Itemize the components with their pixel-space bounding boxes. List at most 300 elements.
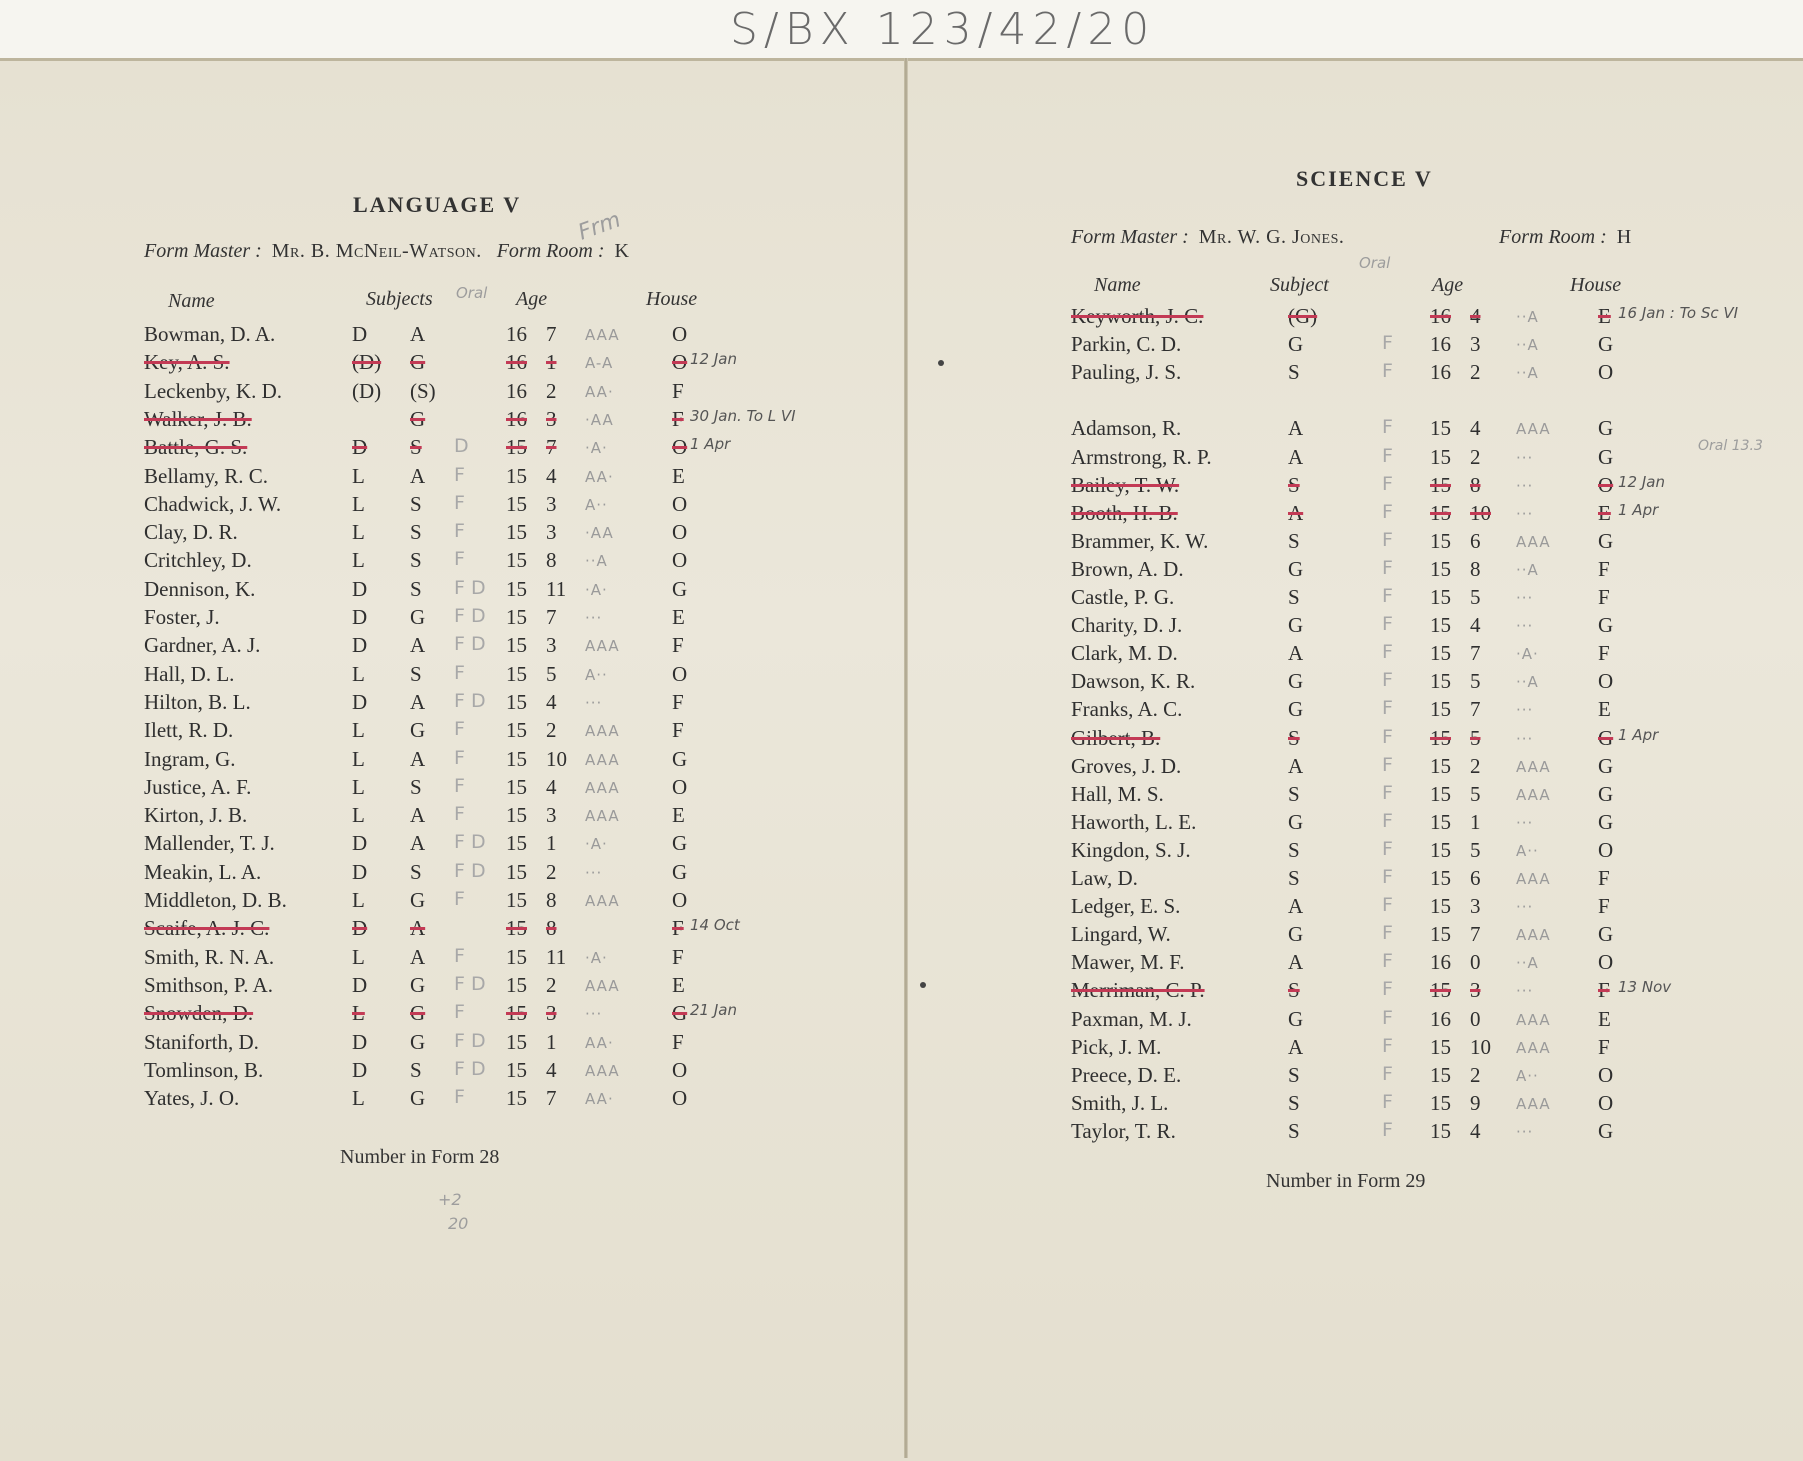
- age-years: 15: [1430, 922, 1451, 947]
- subject-2: G: [410, 605, 426, 629]
- pencil-mark: F: [1382, 360, 1393, 383]
- pencil-mark: F: [1382, 725, 1393, 748]
- withdrawal-note: 1 Apr: [1618, 500, 1659, 519]
- age-years: 15: [1430, 641, 1451, 666]
- student-row: [908, 360, 1788, 390]
- subject-1: D: [352, 435, 368, 460]
- student-row: [908, 1007, 1788, 1037]
- student-row: [908, 1119, 1788, 1149]
- age-years: 16: [506, 406, 527, 431]
- pencil-mark: F: [1382, 697, 1393, 720]
- house: O: [1598, 950, 1614, 975]
- age-months: 1: [546, 350, 557, 375]
- house: F: [1598, 1034, 1610, 1059]
- age-months: 3: [546, 491, 557, 516]
- student-row: [908, 1063, 1788, 1093]
- pencil-mark: F D: [454, 689, 486, 712]
- student-name: Battle, G. S.: [144, 435, 248, 460]
- student-name: Brammer, K. W.: [1071, 528, 1209, 553]
- house: O: [1598, 360, 1614, 385]
- subject-1: L: [352, 491, 365, 516]
- header-subject: Subject: [1270, 274, 1329, 296]
- grades: ···: [1516, 1122, 1534, 1141]
- withdrawal-note: 1 Apr: [690, 435, 731, 454]
- grades: ··A: [1516, 308, 1539, 326]
- house: O: [672, 435, 688, 460]
- age-months: 8: [1470, 556, 1481, 581]
- house: E: [672, 605, 685, 629]
- pencil-mark: F D: [454, 576, 486, 599]
- grades: ···: [1516, 448, 1534, 467]
- age-years: 15: [1430, 697, 1451, 722]
- grades: AA·: [585, 1033, 614, 1052]
- student-row: [908, 445, 1788, 475]
- subject-1: D: [352, 1029, 368, 1054]
- pencil-mark: F: [1382, 1090, 1393, 1113]
- grades: ···: [585, 693, 603, 712]
- left-page: [0, 58, 904, 1458]
- student-name: Foster, J.: [144, 605, 220, 629]
- student-row: [908, 473, 1788, 503]
- subject-2: G: [410, 1086, 426, 1111]
- student-row: [0, 520, 880, 550]
- subject-2: A: [410, 831, 426, 856]
- grades: ··A: [1516, 560, 1539, 579]
- age-years: 15: [506, 1001, 527, 1026]
- age-months: 3: [1470, 332, 1481, 357]
- header-subjects: Subjects: [366, 288, 433, 310]
- header-name: Name: [1094, 274, 1141, 296]
- age-months: 5: [1470, 585, 1481, 609]
- student-name: Kirton, J. B.: [144, 803, 248, 828]
- age-months: 4: [546, 463, 557, 488]
- house: G: [1598, 416, 1614, 441]
- house: O: [672, 491, 688, 516]
- house: G: [1598, 753, 1614, 778]
- grades: ··A: [1516, 336, 1539, 355]
- grades: AA·: [585, 382, 614, 401]
- age-years: 15: [1430, 1034, 1451, 1059]
- subject-2: A: [410, 463, 426, 488]
- student-row: [908, 894, 1788, 924]
- grades: ·A·: [585, 439, 608, 458]
- subject-2: (S): [410, 378, 436, 403]
- student-row: [0, 860, 880, 890]
- student-row: [0, 464, 880, 494]
- student-row: [0, 831, 880, 861]
- age-months: 4: [546, 774, 557, 799]
- subject-1: G: [1288, 809, 1304, 834]
- age-months: 7: [1470, 922, 1481, 947]
- withdrawal-note: 16 Jan : To Sc VI: [1618, 304, 1739, 322]
- subject-1: L: [352, 803, 365, 828]
- house: F: [1598, 978, 1610, 1003]
- age-months: 5: [1470, 837, 1481, 862]
- student-name: Mallender, T. J.: [144, 831, 275, 856]
- subject-2: G: [410, 1029, 426, 1054]
- age-years: 15: [1430, 613, 1451, 638]
- form-master-label: Form Master :: [144, 240, 262, 262]
- student-name: Clark, M. D.: [1071, 641, 1178, 666]
- grades: AAA: [1516, 1038, 1551, 1057]
- age-months: 5: [1470, 781, 1481, 806]
- grades: AAA: [1516, 532, 1551, 551]
- student-name: Merriman, C. P.: [1071, 978, 1205, 1003]
- student-row: [908, 585, 1788, 615]
- student-name: Snowden, D.: [144, 1001, 254, 1026]
- student-row: [0, 435, 880, 465]
- age-months: 11: [546, 944, 567, 969]
- age-years: 15: [506, 435, 527, 460]
- house: O: [672, 1086, 688, 1111]
- subject-1: S: [1288, 978, 1300, 1003]
- subject-1: A: [1288, 753, 1304, 778]
- student-name: Ledger, E. S.: [1071, 894, 1181, 919]
- age-years: 15: [506, 1086, 527, 1111]
- student-row: [908, 501, 1788, 531]
- age-months: 0: [1470, 1006, 1481, 1031]
- subject-1: S: [1288, 1118, 1300, 1143]
- grades: ···: [1516, 729, 1534, 748]
- subject-1: A: [1288, 950, 1304, 975]
- subject-1: S: [1288, 472, 1300, 497]
- age-years: 15: [1430, 781, 1451, 806]
- subject-1: G: [1288, 669, 1304, 694]
- binding-dot: [920, 982, 926, 988]
- left-form-master-line: [144, 240, 629, 263]
- pencil-mark: F: [1382, 472, 1393, 495]
- grades: ···: [1516, 476, 1534, 495]
- age-months: 3: [1470, 894, 1481, 919]
- subject-2: A: [410, 689, 426, 714]
- house: G: [1598, 809, 1614, 834]
- grades: ··A: [1516, 364, 1539, 383]
- student-name: Ingram, G.: [144, 746, 236, 771]
- student-row: [908, 754, 1788, 784]
- withdrawal-note: 12 Jan: [690, 350, 737, 369]
- student-name: Key, A. S.: [144, 350, 230, 375]
- house: E: [672, 463, 685, 488]
- subject-1: D: [352, 859, 368, 884]
- house: F: [672, 944, 684, 969]
- subject-1: S: [1288, 585, 1300, 609]
- right-pencil-note-oral-date: Oral 13.3: [1698, 438, 1763, 454]
- student-name: Dawson, K. R.: [1071, 669, 1196, 694]
- grades: ···: [1516, 504, 1534, 523]
- age-months: 4: [1470, 304, 1481, 328]
- grades: AAA: [585, 722, 620, 741]
- age-years: 15: [506, 831, 527, 856]
- age-months: 4: [1470, 1118, 1481, 1143]
- withdrawal-note: 13 Nov: [1618, 978, 1672, 997]
- student-row: [0, 747, 880, 777]
- student-name: Meakin, L. A.: [144, 859, 262, 884]
- age-years: 15: [1430, 500, 1451, 525]
- withdrawal-note: 21 Jan: [690, 1001, 737, 1020]
- pencil-mark: F: [454, 1086, 465, 1109]
- age-years: 15: [1430, 894, 1451, 919]
- house: G: [1598, 528, 1614, 553]
- age-months: 4: [546, 689, 557, 714]
- grades: AAA: [1516, 785, 1551, 804]
- age-years: 15: [1430, 556, 1451, 581]
- student-row: [908, 669, 1788, 699]
- house: G: [672, 1001, 688, 1026]
- grades: AAA: [585, 976, 620, 995]
- subject-2: A: [410, 944, 426, 969]
- age-months: 5: [546, 661, 557, 686]
- student-row: [908, 529, 1788, 559]
- subject-1: L: [352, 718, 365, 743]
- student-name: Haworth, L. E.: [1071, 809, 1197, 834]
- student-row: [0, 888, 880, 918]
- header-age: Age: [1432, 274, 1464, 296]
- age-months: 2: [1470, 1062, 1481, 1087]
- house: F: [1598, 641, 1610, 666]
- age-months: 10: [1470, 500, 1491, 525]
- grades: ··A: [585, 552, 608, 571]
- age-months: 2: [546, 859, 557, 884]
- student-name: Bailey, T. W.: [1071, 472, 1180, 497]
- student-name: Gardner, A. J.: [144, 633, 261, 658]
- grades: ·A·: [585, 835, 608, 854]
- grades: A-A: [585, 354, 614, 373]
- subject-2: S: [410, 576, 422, 601]
- age-months: 3: [546, 406, 557, 431]
- age-years: 15: [506, 718, 527, 743]
- age-years: 15: [506, 944, 527, 969]
- right-form-title: SCIENCE V: [1296, 166, 1433, 191]
- subject-2: S: [410, 548, 422, 573]
- subject-1: G: [1288, 922, 1304, 947]
- student-row: [0, 379, 880, 409]
- student-row: [0, 407, 880, 437]
- form-room-label: Form Room :: [496, 240, 605, 262]
- age-years: 15: [1430, 472, 1451, 497]
- subject-1: G: [1288, 613, 1304, 638]
- student-row: [0, 718, 880, 748]
- pencil-mark: F: [454, 548, 465, 571]
- age-months: 2: [1470, 753, 1481, 778]
- binding-dot: [938, 360, 944, 366]
- header-house: House: [1570, 274, 1622, 296]
- left-form-title: LANGUAGE V: [353, 192, 522, 217]
- student-name: Dennison, K.: [144, 576, 256, 601]
- pencil-mark: F: [1382, 556, 1393, 579]
- age-years: 15: [1430, 528, 1451, 553]
- grades: AAA: [585, 750, 620, 769]
- subject-1: A: [1288, 894, 1304, 919]
- student-name: Leckenby, K. D.: [144, 378, 283, 403]
- age-years: 15: [1430, 725, 1451, 750]
- house: F: [672, 406, 684, 431]
- student-row: [908, 978, 1788, 1008]
- age-months: 10: [1470, 1034, 1491, 1059]
- subject-1: (D): [352, 350, 382, 375]
- pencil-mark: F D: [454, 1057, 486, 1080]
- age-years: 15: [1430, 416, 1451, 441]
- house: E: [672, 803, 685, 828]
- pencil-mark: F: [1382, 613, 1393, 636]
- student-row: [0, 633, 880, 663]
- pencil-mark: F: [1382, 1118, 1393, 1141]
- age-months: 4: [1470, 613, 1481, 638]
- subject-1: S: [1288, 360, 1300, 385]
- grades: A··: [1516, 1066, 1539, 1085]
- house: O: [672, 520, 688, 545]
- grades: AAA: [585, 637, 620, 656]
- age-years: 15: [506, 746, 527, 771]
- grades: AAA: [1516, 420, 1551, 439]
- pencil-mark: F: [1382, 753, 1393, 776]
- subject-1: D: [352, 605, 368, 629]
- age-years: 15: [506, 1029, 527, 1054]
- subject-1: D: [352, 633, 368, 658]
- age-years: 15: [1430, 978, 1451, 1003]
- subject-1: S: [1288, 725, 1300, 750]
- subject-2: A: [410, 803, 426, 828]
- age-years: 15: [506, 463, 527, 488]
- student-row: [908, 304, 1788, 334]
- age-months: 2: [1470, 360, 1481, 385]
- pencil-mark: F D: [454, 859, 486, 882]
- house: F: [1598, 894, 1610, 919]
- subject-1: S: [1288, 1062, 1300, 1087]
- form-room-label: Form Room :: [1499, 226, 1607, 248]
- student-row: [0, 775, 880, 805]
- student-name: Smith, J. L.: [1071, 1090, 1169, 1115]
- student-row: [0, 662, 880, 692]
- age-months: 5: [1470, 725, 1481, 750]
- student-name: Bellamy, R. C.: [144, 463, 269, 488]
- student-name: Armstrong, R. P.: [1071, 444, 1212, 469]
- age-years: 15: [506, 1057, 527, 1082]
- student-row: [0, 803, 880, 833]
- pencil-mark: F: [454, 803, 465, 826]
- subject-1: D: [352, 1057, 368, 1082]
- student-name: Preece, D. E.: [1071, 1062, 1182, 1087]
- age-years: 15: [1430, 1118, 1451, 1143]
- age-months: 1: [546, 831, 557, 856]
- pencil-mark: D: [454, 435, 469, 458]
- age-years: 16: [1430, 950, 1451, 975]
- student-name: Keyworth, J. C.: [1071, 304, 1204, 328]
- subject-2: G: [410, 718, 426, 743]
- age-months: 7: [546, 605, 557, 629]
- form-room-value: K: [614, 240, 629, 262]
- student-name: Lingard, W.: [1071, 922, 1171, 947]
- grades: AAA: [585, 807, 620, 826]
- grades: AAA: [1516, 926, 1551, 945]
- student-row: [0, 322, 880, 352]
- right-page: [908, 58, 1803, 1458]
- student-row: [0, 1058, 880, 1088]
- student-name: Yates, J. O.: [144, 1086, 240, 1111]
- age-years: 16: [506, 350, 527, 375]
- right-pencil-note-oral: Oral: [1359, 254, 1391, 272]
- house: G: [1598, 725, 1614, 750]
- house: O: [672, 322, 688, 346]
- student-name: Charity, D. J.: [1071, 613, 1183, 638]
- student-row: [908, 922, 1788, 952]
- house: E: [1598, 697, 1611, 722]
- pencil-mark: F: [1382, 641, 1393, 664]
- pencil-mark: F: [1382, 837, 1393, 860]
- age-months: 7: [546, 1086, 557, 1111]
- student-row: [908, 782, 1788, 812]
- subject-1: L: [352, 548, 365, 573]
- house: G: [672, 576, 688, 601]
- subject-2: S: [410, 520, 422, 545]
- age-months: 4: [1470, 416, 1481, 441]
- pencil-mark: F: [1382, 416, 1393, 439]
- house: G: [1598, 332, 1614, 357]
- student-name: Tomlinson, B.: [144, 1057, 264, 1082]
- house: G: [672, 859, 688, 884]
- grades: AAA: [585, 778, 620, 797]
- student-name: Ilett, R. D.: [144, 718, 234, 743]
- student-name: Booth, H. B.: [1071, 500, 1178, 525]
- grades: AAA: [1516, 1010, 1551, 1029]
- student-row: [908, 557, 1788, 587]
- student-name: Gilbert, B.: [1071, 725, 1161, 750]
- age-months: 3: [1470, 978, 1481, 1003]
- grades: AAA: [585, 326, 620, 344]
- student-row: [908, 1091, 1788, 1121]
- student-row: [0, 605, 880, 635]
- age-years: 15: [1430, 585, 1451, 609]
- age-months: 8: [546, 888, 557, 912]
- form-master-name: Mr. W. G. Jones.: [1198, 226, 1345, 248]
- subject-1: L: [352, 746, 365, 771]
- age-years: 15: [506, 661, 527, 686]
- grades: ·A·: [585, 948, 608, 967]
- subject-1: A: [1288, 444, 1304, 469]
- age-years: 15: [1430, 837, 1451, 862]
- left-pencil-plus2: +2: [438, 1190, 462, 1209]
- age-months: 7: [546, 435, 557, 460]
- grades: ·AA: [585, 524, 614, 543]
- age-years: 15: [506, 859, 527, 884]
- house: O: [1598, 669, 1614, 694]
- header-house: House: [646, 288, 698, 310]
- subject-1: L: [352, 1086, 365, 1111]
- subject-1: G: [1288, 1006, 1304, 1031]
- grades: AAA: [1516, 757, 1551, 776]
- student-row: [908, 950, 1788, 980]
- house: G: [672, 831, 688, 856]
- grades: ···: [1516, 617, 1534, 636]
- grades: AA·: [585, 1090, 614, 1109]
- student-name: Pick, J. M.: [1071, 1034, 1162, 1059]
- left-pencil-note-oral: Oral: [456, 284, 488, 302]
- age-years: 16: [506, 322, 527, 346]
- student-name: Justice, A. F.: [144, 774, 252, 799]
- student-row: [0, 1030, 880, 1060]
- pencil-mark: F: [454, 1001, 465, 1024]
- subject-2: G: [410, 888, 426, 912]
- age-months: 8: [546, 916, 557, 941]
- subject-2: S: [410, 661, 422, 686]
- subject-1: (D): [352, 378, 382, 403]
- pencil-mark: F: [454, 774, 465, 797]
- subject-2: A: [410, 633, 426, 658]
- age-years: 16: [1430, 360, 1451, 385]
- age-months: 4: [546, 1057, 557, 1082]
- subject-2: S: [410, 859, 422, 884]
- student-name: Smithson, P. A.: [144, 972, 273, 997]
- house: F: [672, 718, 684, 743]
